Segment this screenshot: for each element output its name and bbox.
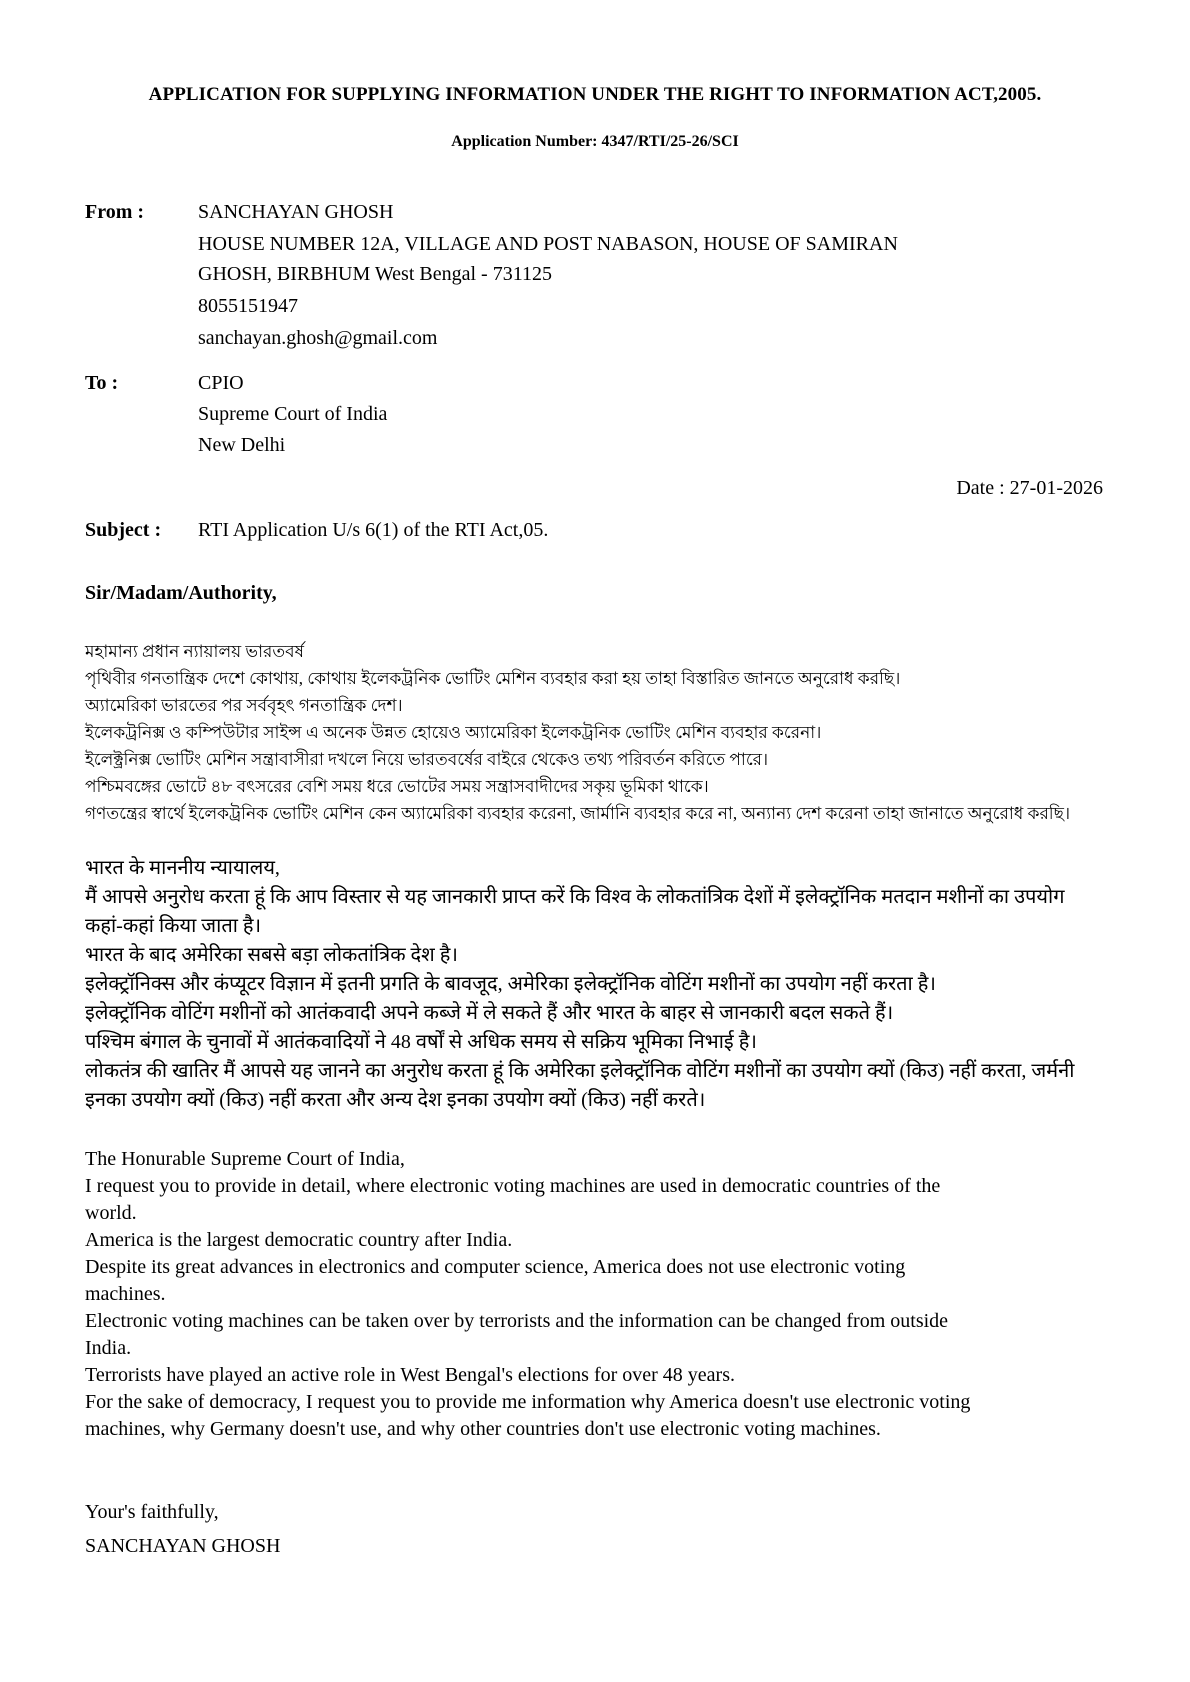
page-title: APPLICATION FOR SUPPLYING INFORMATION UNDER THE RIGHT TO INFORMATION ACT,2005. — [148, 84, 1042, 105]
from-name: SANCHAYAN GHOSH — [198, 201, 394, 223]
subject-section — [85, 515, 1105, 545]
hindi-line: पश्चिम बंगाल के चुनावों में आतंकवादियों ने 48 वर्षों से अधिक समय से सक्रिय भूमिका निभाई है। — [85, 1031, 757, 1053]
to-section — [85, 368, 1105, 461]
hindi-line: भारत के माननीय न्यायालय, — [85, 857, 280, 879]
bengali-line: ইলেক্ট্রনিক্স ভোটিং মেশিন সন্ত্রাবাসীরা দখলে নিয়ে ভারতবর্ষের বাইরে থেকেও তথ্য পরিবর্তন করিতে পারে। — [85, 750, 769, 769]
english-line: I request you to provide in detail, where electronic voting machines are used in democratic countries of the world. — [85, 1175, 941, 1224]
subject-text: RTI Application U/s 6(1) of the RTI Act,05. — [198, 519, 549, 541]
to-details — [198, 368, 387, 461]
from-phone: 8055151947 — [198, 295, 298, 317]
bengali-line: ইলেকট্রনিক্স ও কম্পিউটার সাইন্স এ অনেক উন্নত হোয়েও অ্যামেরিকা ইলেকট্রনিক ভোটিং মেশিন ব্যবহার করেনা। — [85, 723, 822, 742]
english-line: For the sake of democracy, I request you to provide me information why America doesn't use electronic voting machines, why Germany doesn't use, and why other countries don't use electronic voting machines. — [85, 1391, 971, 1440]
to-line: New Delhi — [198, 434, 286, 456]
salutation: Sir/Madam/Authority, — [85, 582, 277, 604]
hindi-line: लोकतंत्र की खातिर मैं आपसे यह जानने का अनुरोध करता हूं कि अमेरिका इलेक्ट्रॉनिक वोटिंग मशीनों का उपयोग क्यों (किउ) नहीं करता, जर्मनी इनका उपयोग क्यों (किउ) नहीं करता और अन्य देश इनका उपयोग क्यों (किउ) नहीं करते। — [85, 1060, 1075, 1111]
date-line: Date : 27-01-2026 — [956, 477, 1103, 499]
bengali-line: অ্যামেরিকা ভারতের পর সর্ববৃহৎ গনতান্ত্রিক দেশ। — [85, 696, 403, 715]
from-label: From : — [85, 201, 145, 223]
to-label: To : — [85, 372, 119, 394]
hindi-line: मैं आपसे अनुरोध करता हूं कि आप विस्तार से यह जानकारी प्राप्त करें कि विश्व के लोकतांत्रिक देशों में इलेक्ट्रॉनिक मतदान मशीनों का उपयोग कहां-कहां किया जाता है। — [85, 886, 1065, 937]
to-line: Supreme Court of India — [198, 403, 388, 425]
english-line: America is the largest democratic country after India. — [85, 1229, 513, 1251]
body-paragraph-bengali — [85, 638, 1105, 827]
english-line: Despite its great advances in electronics and computer science, America does not use electronic voting machines. — [85, 1256, 906, 1305]
subject-label: Subject : — [85, 519, 162, 541]
from-section — [85, 197, 1105, 355]
english-line: The Honurable Supreme Court of India, — [85, 1148, 405, 1170]
bengali-line: মহামান্য প্রধান ন্যায়ালয় ভারতবর্ষ — [85, 642, 304, 661]
hindi-line: इलेक्ट्रॉनिक्स और कंप्यूटर विज्ञान में इतनी प्रगति के बावजूद, अमेरिका इलेक्ट्रॉनिक वोटिंग मशीनों का उपयोग नहीं करता है। — [85, 973, 936, 995]
english-line: Electronic voting machines can be taken over by terrorists and the information can be changed from outside India. — [85, 1310, 949, 1359]
hindi-line: भारत के बाद अमेरिका सबसे बड़ा लोकतांत्रिक देश है। — [85, 944, 458, 966]
to-line: CPIO — [198, 372, 244, 394]
from-email: sanchayan.ghosh@gmail.com — [198, 327, 438, 349]
bengali-line: পশ্চিমবঙ্গের ভোটে ৪৮ বৎসরের বেশি সময় ধরে ভোটের সময় সন্ত্রাসবাদীদের সকৃয় ভূমিকা থাকে। — [85, 777, 709, 796]
application-number: Application Number: 4347/RTI/25-26/SCI — [451, 133, 739, 150]
closing-line: Your's faithfully, — [85, 1501, 219, 1523]
bengali-line: পৃথিবীর গনতান্ত্রিক দেশে কোথায়, কোথায় ইলেকট্রনিক ভোটিং মেশিন ব্যবহার করা হয় তাহা বিস্তারিত জানতে অনুরোধ করছি। — [85, 669, 901, 688]
from-address: HOUSE NUMBER 12A, VILLAGE AND POST NABASON, HOUSE OF SAMIRAN GHOSH, BIRBHUM West Bengal - 731125 — [198, 233, 898, 285]
body-paragraph-english — [85, 1146, 980, 1443]
from-details — [198, 197, 948, 355]
bengali-line: গণতন্ত্রের স্বার্থে ইলেকট্রনিক ভোটিং মেশিন কেন অ্যামেরিকা ব্যবহার করেনা, জার্মানি ব্যবহার করে না, অন্যান্য দেশ করেনা তাহা জানাতে অনুরোধ করছি। — [85, 804, 1071, 823]
signature-name: SANCHAYAN GHOSH — [85, 1535, 281, 1557]
english-line: Terrorists have played an active role in West Bengal's elections for over 48 years. — [85, 1364, 735, 1386]
hindi-line: इलेक्ट्रॉनिक वोटिंग मशीनों को आतंकवादी अपने कब्जे में ले सकते हैं और भारत के बाहर से जानकारी बदल सकते हैं। — [85, 1002, 894, 1024]
body-paragraph-hindi — [85, 854, 1095, 1115]
